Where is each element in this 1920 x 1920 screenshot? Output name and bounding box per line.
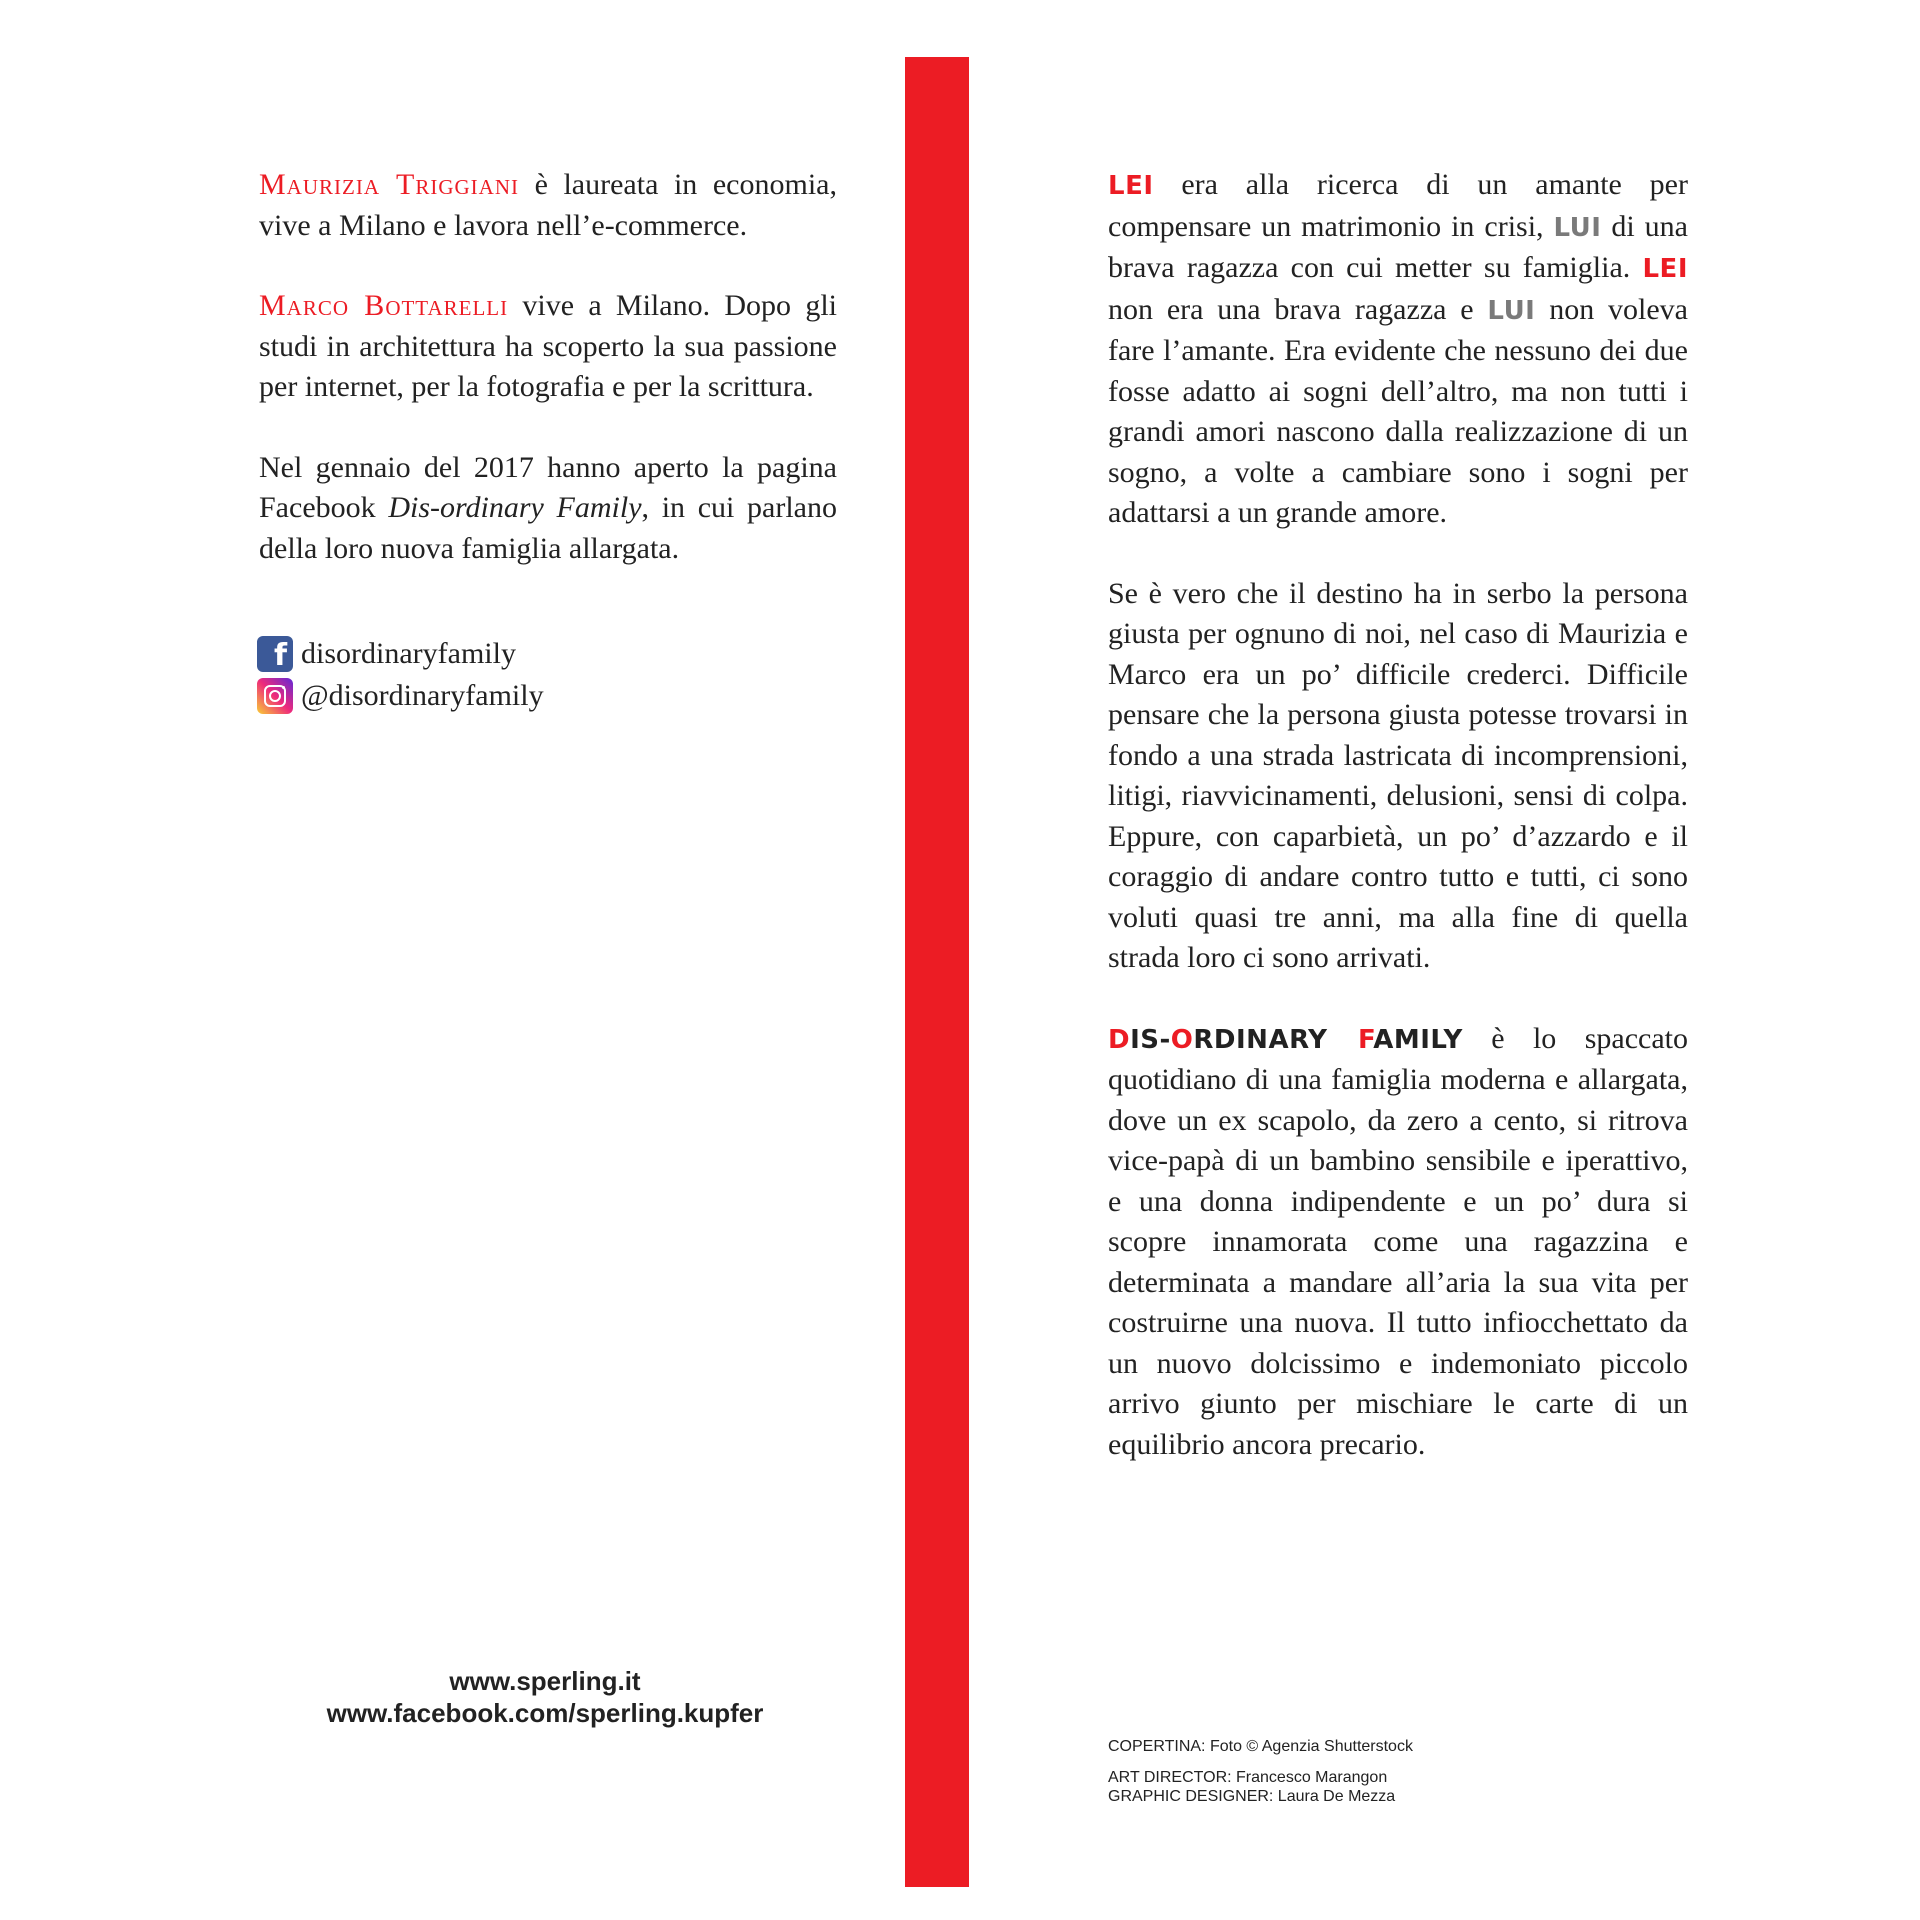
instagram-link[interactable] [257, 675, 544, 717]
logo-rdinary: RDINARY [1193, 1024, 1358, 1055]
facebook-link[interactable] [257, 633, 544, 675]
art-director-credit: ART DIRECTOR: Francesco Marangon [1108, 1769, 1388, 1786]
credits [1108, 1737, 1413, 1806]
lui-label-2: LUI [1487, 295, 1536, 326]
logo-f: F [1357, 1024, 1374, 1055]
cover-credit: COPERTINA: Foto © Agenzia Shutterstock [1108, 1738, 1413, 1755]
author-bios [259, 165, 837, 609]
bio-page-text-a: Nel gennaio del 2017 hanno aperto la pagina Facebook [259, 450, 837, 524]
blurb-p3-text: è lo spaccato quotidiano di una famiglia moderna e allargata, dove un ex scapolo, da zero a cento, si ritrova vice-papà di un bambino sensibile e iperattivo, e una donna indipendente e un po’ dura si scopre innamorata come una ragazzina e determinata a mandare all’aria la sua vita per costruirne una nuova. Il tutto infiocchettato da un nuovo dolcissimo e indemoniato piccolo arrivo giunto per mischiare le carte di un equilibrio ancora precario. [1108, 1021, 1689, 1461]
logo-amily: AMILY [1373, 1024, 1463, 1055]
publisher-urls [300, 1665, 790, 1729]
facebook-icon: f [257, 636, 293, 672]
sperling-url[interactable]: www.sperling.it [449, 1666, 641, 1696]
facebook-handle: disordinaryfamily [301, 637, 516, 670]
red-spine-band [905, 57, 969, 1887]
author-name-maurizia: Maurizia Triggiani [259, 168, 519, 201]
disordinary-family-logo [1108, 1025, 1463, 1055]
bio-maurizia [259, 165, 837, 246]
lei-label-2: LEI [1642, 254, 1688, 284]
bio-maurizia-text: è laureata in economia, vive a Milano e lavora nell’e-commerce. [259, 168, 837, 242]
social-links [257, 633, 544, 717]
author-name-marco: Marco Bottarelli [259, 289, 509, 322]
book-blurb [1108, 165, 1688, 1505]
facebook-sperling-url[interactable]: www.facebook.com/sperling.kupfer [326, 1698, 764, 1728]
book-title-italic: Dis-ordinary Family [388, 491, 642, 524]
graphic-designer-credit: GRAPHIC DESIGNER: Laura De Mezza [1108, 1788, 1396, 1805]
bio-facebook-page [259, 448, 837, 570]
lei-label: LEI [1108, 171, 1154, 201]
bio-page-text-b: , in cui parlano della loro nuova famiglia allargata. [259, 491, 837, 565]
bio-marco-text: vive a Milano. Dopo gli studi in architettura ha scoperto la sua passione per internet, per la fotografia e per la scrittura. [259, 289, 837, 403]
blurb-paragraph-2: Se è vero che il destino ha in serbo la persona giusta per ognuno di noi, nel caso di Maurizia e Marco era un po’ difficile crederci. Difficile pensare che la persona giusta potesse trovarsi in fondo a una strada lastricata di incomprensioni, litigi, riavvicinamenti, delusioni, sensi di colpa. Eppure, con caparbietà, un po’ d’azzardo e il coraggio di andare contro tutto e tutti, ci sono voluti quasi tre anni, ma alla fine di quella strada loro ci sono arrivati. [1108, 576, 1688, 974]
logo-d: D [1108, 1024, 1131, 1055]
blurb-p1-t1: era alla ricerca di un amante per compensare un matrimonio in crisi, [1108, 168, 1688, 243]
logo-o: O [1170, 1024, 1194, 1055]
blurb-p1-t4: non voleva fare l’amante. Era evidente che nessuno dei due fosse adatto ai sogni dell’altro, ma non tutti i grandi amori nascono dalla realizzazione di un sogno, a volte a cambiare sono i sogni per adattarsi a un grande amore. [1108, 292, 1688, 529]
instagram-handle: @disordinaryfamily [301, 679, 544, 712]
lui-label: LUI [1553, 212, 1602, 243]
blurb-p1-t2: di una brava ragazza con cui metter su famiglia. [1108, 209, 1688, 284]
bio-marco [259, 286, 837, 408]
instagram-icon [257, 678, 293, 714]
blurb-paragraph-1 [1108, 165, 1688, 534]
blurb-p1-t3: non era una brava ragazza e [1108, 292, 1488, 326]
logo-is: IS- [1130, 1024, 1171, 1055]
blurb-paragraph-3 [1108, 1019, 1688, 1466]
